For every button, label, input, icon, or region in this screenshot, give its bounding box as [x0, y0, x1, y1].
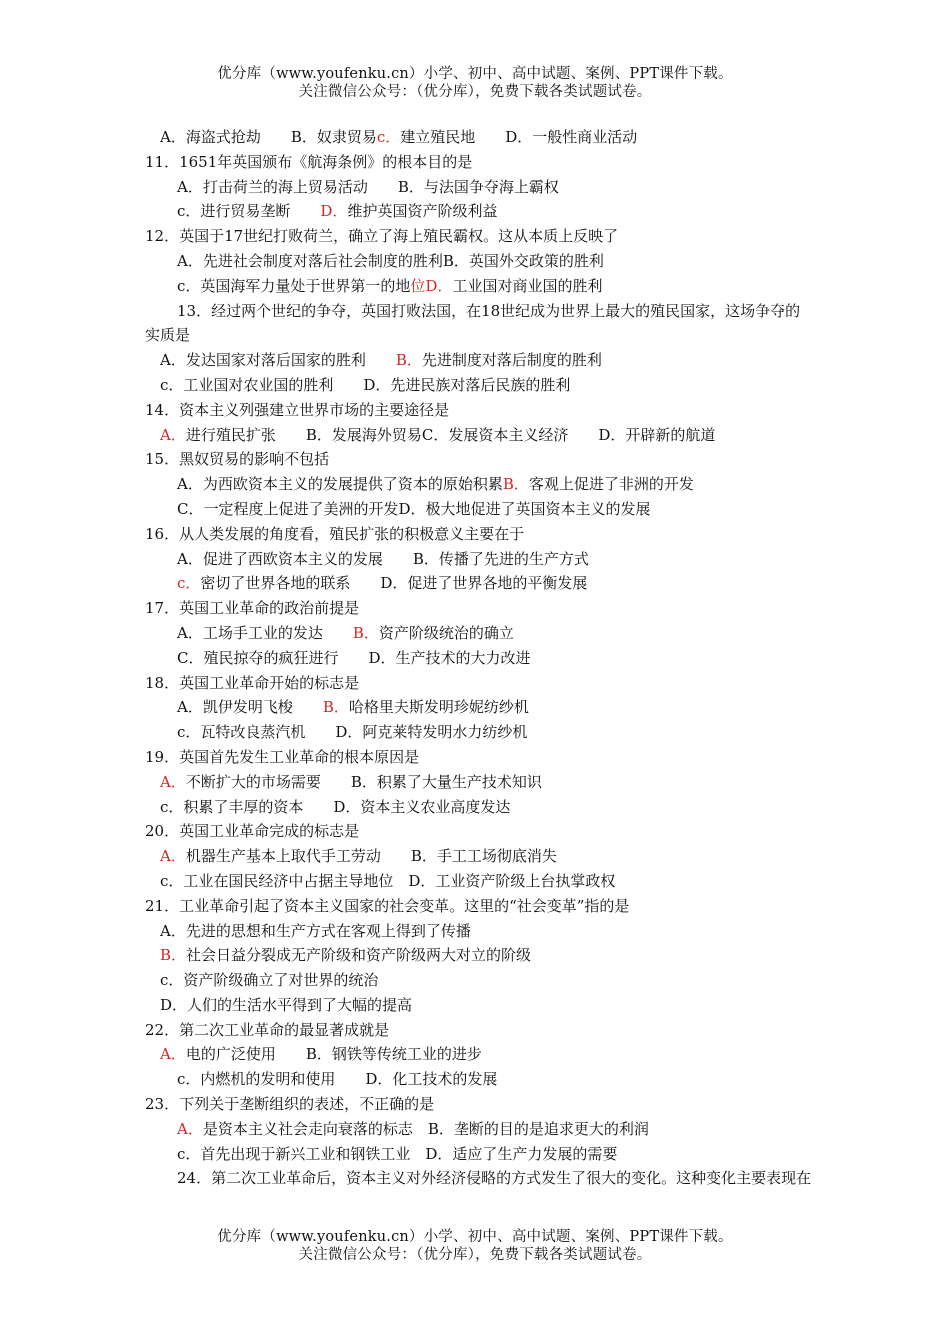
line-text: 密切了世界各地的联系 D．促进了世界各地的平衡发展	[200, 574, 588, 593]
text-line	[145, 299, 815, 349]
line-text: 22．第二次工业革命的最显著成就是	[145, 1020, 390, 1039]
line-text: 建立殖民地 D．一般性商业活动	[400, 128, 638, 146]
text-line	[145, 348, 815, 373]
answer-marker: A．	[177, 1119, 203, 1138]
line-text: A．凯伊发明飞梭	[177, 698, 323, 717]
text-line	[145, 1092, 815, 1117]
text-line	[145, 844, 815, 869]
line-text: 工业国对商业国的胜利	[452, 276, 603, 295]
text-line	[145, 373, 815, 398]
text-line	[145, 745, 815, 770]
line-text: 进行殖民扩张 B．发展海外贸易C．发展资本主义经济 D．开辟新的航道	[185, 425, 716, 444]
text-line	[145, 819, 815, 844]
text-line	[145, 869, 815, 894]
line-text: A．促进了西欧资本主义的发展 B．传播了先进的生产方式	[177, 549, 589, 568]
line-text: 机器生产基本上取代手工劳动 B．手工工场彻底消失	[185, 847, 557, 866]
answer-marker: D．	[320, 202, 348, 221]
line-text: 维护英国资产阶级利益	[347, 202, 498, 221]
line-text: 16．从人类发展的角度看，殖民扩张的积极意义主要在于	[145, 524, 525, 543]
text-line	[145, 1042, 815, 1067]
line-text: c．积累了丰厚的资本 D．资本主义农业高度发达	[160, 797, 511, 816]
line-text: c．资产阶级确立了对世界的统治	[160, 971, 379, 990]
line-text: 11．1651年英国颁布《航海条例》的根本目的是	[145, 152, 473, 171]
text-line	[145, 968, 815, 993]
line-text: A．为西欧资本主义的发展提供了资本的原始积累	[177, 475, 503, 494]
page-footer	[0, 1228, 950, 1264]
text-line	[145, 522, 815, 547]
line-text: A．先进的思想和生产方式在客观上得到了传播	[160, 921, 471, 940]
header-line-1: 优分库（www.youfenku.cn）小学、初中、高中试题、案例、PPT课件下载。	[217, 66, 733, 82]
line-text: A．先进社会制度对落后社会制度的胜利B．英国外交政策的胜利	[177, 251, 604, 270]
header-line-2: 关注微信公众号：（优分库），免费下载各类试题试卷。	[298, 84, 652, 100]
text-line	[145, 919, 815, 944]
line-text: 社会日益分裂成无产阶级和资产阶级两大对立的阶级	[186, 946, 532, 965]
line-text: 13．经过两个世纪的争夺，英国打败法国，在18世纪成为世界上最大的殖民国家，这场争夺的实质是	[145, 301, 801, 345]
line-text: 18．英国工业革命开始的标志是	[145, 673, 360, 692]
answer-marker: B．	[160, 946, 187, 965]
text-line	[145, 795, 815, 820]
line-text: 23．下列关于垄断组织的表述，不正确的是	[145, 1095, 435, 1114]
line-text: c．工业国对农业国的胜利 D．先进民族对落后民族的胜利	[160, 375, 571, 394]
text-line	[145, 695, 815, 720]
line-text: 12．英国于17世纪打败荷兰，确立了海上殖民霸权。这从本质上反映了	[145, 227, 619, 246]
text-line	[145, 274, 815, 299]
answer-marker: A．	[160, 772, 186, 791]
line-text: A．打击荷兰的海上贸易活动 B．与法国争夺海上霸权	[177, 177, 559, 196]
line-text: c．进行贸易垄断	[177, 202, 321, 221]
text-line	[145, 596, 815, 621]
text-line	[145, 423, 815, 448]
text-line	[145, 1117, 815, 1142]
footer-line-1: 优分库（www.youfenku.cn）小学、初中、高中试题、案例、PPT课件下载。	[217, 1229, 733, 1245]
line-text: 电的广泛使用 B．钢铁等传统工业的进步	[185, 1045, 482, 1064]
text-line	[145, 1142, 815, 1167]
text-line	[145, 199, 815, 224]
text-line	[145, 1067, 815, 1092]
line-text: A．海盗式抢劫 B．奴隶贸易	[160, 128, 377, 146]
text-line	[145, 646, 815, 671]
answer-marker: B．	[322, 698, 349, 717]
line-text: 15．黑奴贸易的影响不包括	[145, 450, 330, 469]
text-line	[145, 175, 815, 200]
footer-line-2: 关注微信公众号：（优分库），免费下载各类试题试卷。	[298, 1247, 652, 1263]
answer-marker: A．	[160, 425, 186, 444]
text-line	[145, 621, 815, 646]
text-line	[145, 249, 815, 274]
text-line	[145, 150, 815, 175]
answer-marker: B．	[502, 475, 529, 494]
line-text: 24．第二次工业革命后，资本主义对外经济侵略的方式发生了很大的变化。这种变化主要表现在	[177, 1169, 812, 1188]
answer-marker: c．	[177, 574, 201, 593]
line-text: 20．英国工业革命完成的标志是	[145, 822, 360, 841]
text-line	[145, 398, 815, 423]
line-text: c．首先出现于新兴工业和钢铁工业 D．适应了生产力发展的需要	[177, 1144, 618, 1163]
answer-marker: c．	[376, 128, 401, 146]
page-header	[0, 65, 950, 101]
line-text: 14．资本主义列强建立世界市场的主要途径是	[145, 400, 450, 419]
text-line	[145, 472, 815, 497]
text-line	[145, 720, 815, 745]
line-text: D．人们的生活水平得到了大幅的提高	[160, 995, 413, 1014]
line-text: 哈格里夫斯发明珍妮纺纱机	[348, 698, 529, 717]
text-line	[145, 1018, 815, 1043]
text-line	[145, 224, 815, 249]
text-line	[145, 497, 815, 522]
line-text: 客观上促进了非洲的开发	[528, 475, 694, 494]
text-line	[145, 993, 815, 1018]
answer-marker: 位D．	[410, 276, 453, 295]
line-text: 不断扩大的市场需要 B．积累了大量生产技术知识	[185, 772, 542, 791]
text-line	[145, 894, 815, 919]
text-line	[145, 447, 815, 472]
line-text: c．英国海军力量处于世界第一的地	[177, 276, 411, 295]
line-text: C．殖民掠夺的疯狂进行 D．生产技术的大力改进	[177, 648, 531, 667]
line-text: A．发达国家对落后国家的胜利	[160, 351, 396, 370]
line-text: c．瓦特改良蒸汽机 D．阿克莱特发明水力纺纱机	[177, 723, 528, 742]
question-list	[145, 125, 815, 1191]
line-text: A．工场手工业的发达	[177, 623, 353, 642]
answer-marker: B．	[395, 351, 422, 370]
answer-marker: B．	[352, 623, 379, 642]
line-text: 21．工业革命引起了资本主义国家的社会变革。这里的“社会变革”指的是	[145, 896, 630, 915]
answer-marker: A．	[160, 1045, 186, 1064]
line-text: 先进制度对落后制度的胜利	[421, 351, 602, 370]
line-text: 19．英国首先发生工业革命的根本原因是	[145, 747, 420, 766]
text-line	[145, 943, 815, 968]
line-text: 资产阶级统治的确立	[378, 623, 514, 642]
line-text: c．工业在国民经济中占据主导地位 D．工业资产阶级上台执掌政权	[160, 871, 616, 890]
text-line	[145, 671, 815, 696]
text-line	[145, 547, 815, 572]
answer-marker: A．	[160, 847, 186, 866]
text-line	[145, 1166, 815, 1191]
text-line	[145, 571, 815, 596]
line-text: C．一定程度上促进了美洲的开发D．极大地促进了英国资本主义的发展	[177, 499, 651, 518]
line-text: 是资本主义社会走向衰落的标志 B．垄断的目的是追求更大的利润	[202, 1119, 649, 1138]
line-text: c．内燃机的发明和使用 D．化工技术的发展	[177, 1070, 498, 1089]
text-line	[145, 125, 815, 150]
text-line	[145, 770, 815, 795]
line-text: 17．英国工业革命的政治前提是	[145, 599, 360, 618]
